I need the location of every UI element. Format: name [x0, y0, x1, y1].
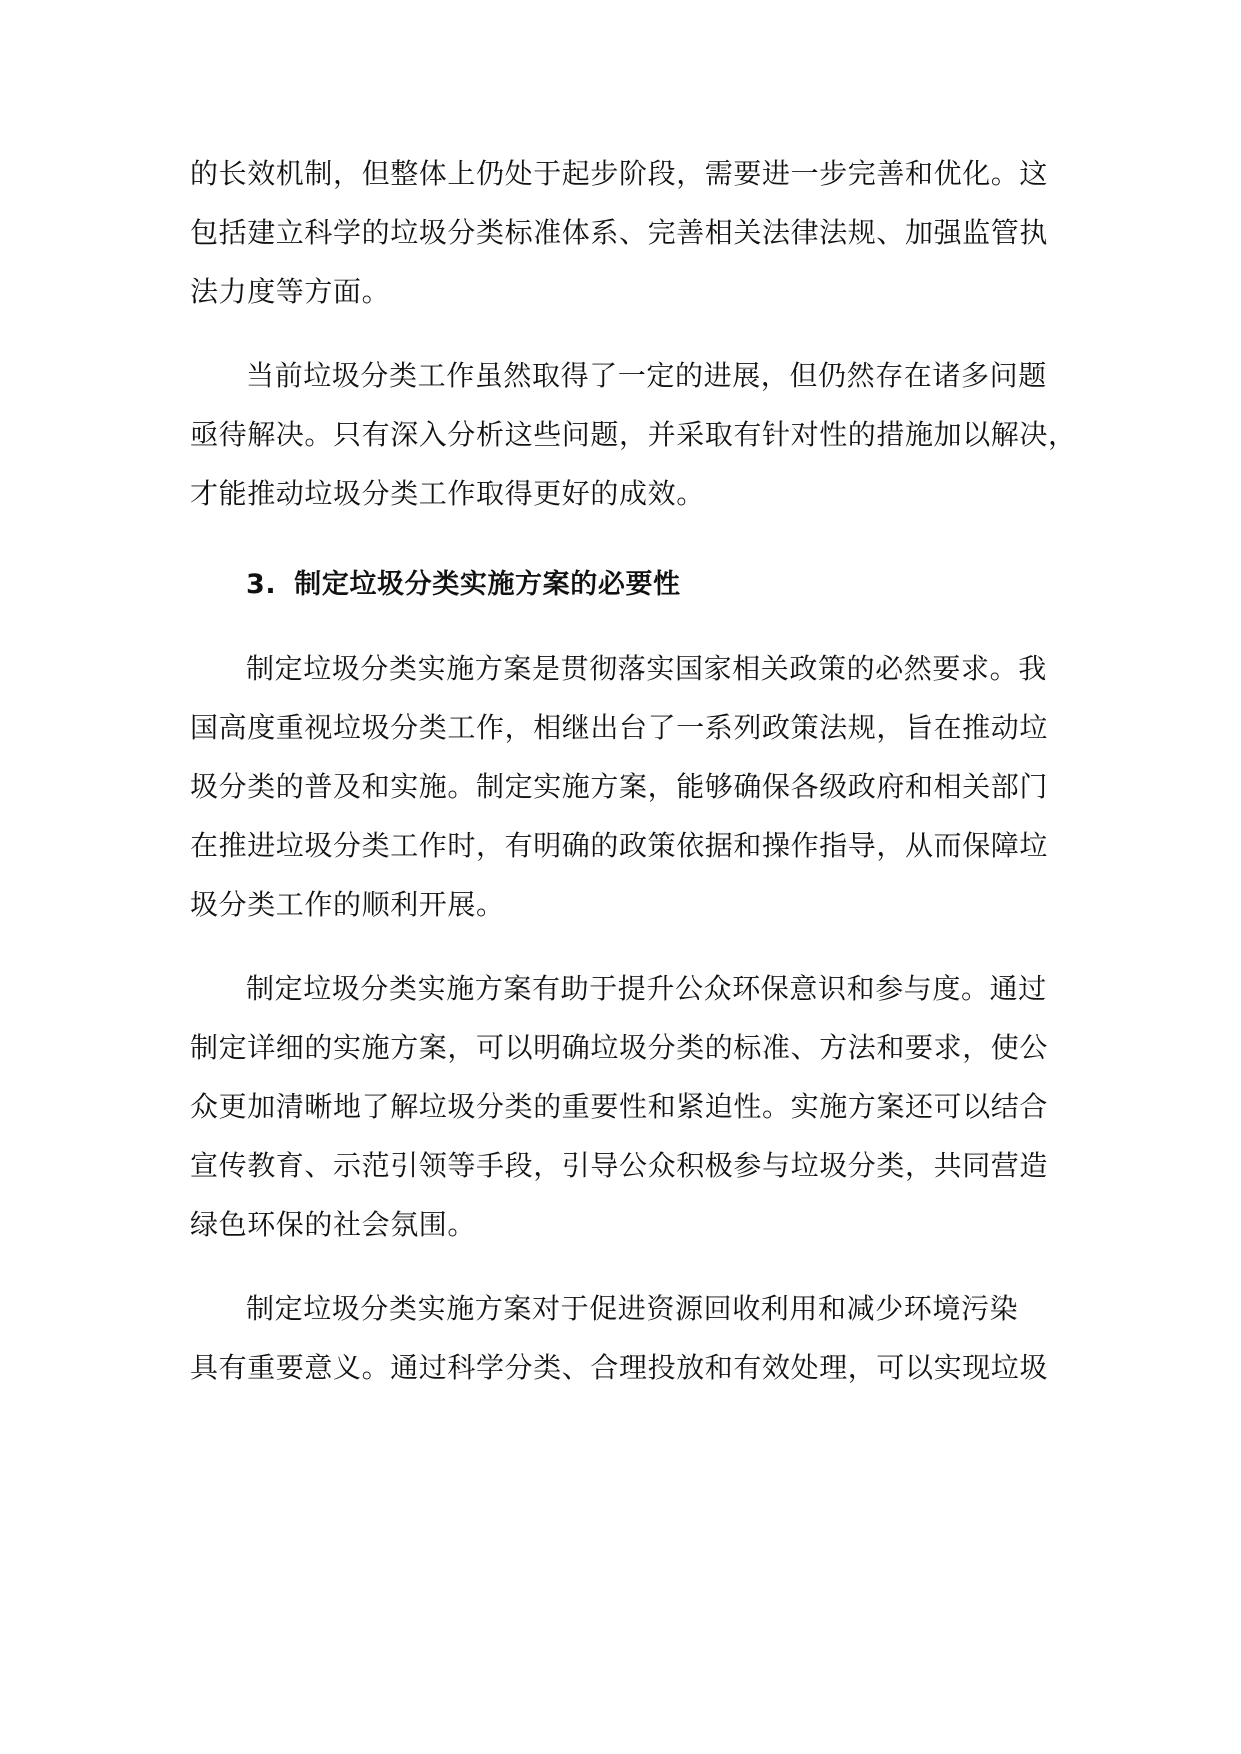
section-heading — [190, 555, 1050, 614]
text-line: 的长效机制，但整体上仍处于起步阶段，需要进一步完善和优化。这 — [190, 157, 1049, 190]
paragraph-4 — [190, 959, 1050, 1254]
text-line: 制定垃圾分类实施方案是贯彻落实国家相关政策的必然要求。我 — [246, 652, 1047, 685]
text-line: 制定详细的实施方案，可以明确垃圾分类的标准、方法和要求，使公 — [190, 1031, 1049, 1064]
paragraph-1 — [190, 144, 1050, 321]
text-line: 绿色环保的社会氛围。 — [190, 1208, 477, 1241]
text-line: 制定垃圾分类实施方案对于促进资源回收利用和减少环境污染 — [246, 1292, 1019, 1325]
text-line: 包括建立科学的垃圾分类标准体系、完善相关法律法规、加强监管执 — [190, 216, 1049, 249]
text-line: 亟待解决。只有深入分析这些问题，并采取有针对性的措施加以解决， — [190, 418, 1077, 451]
document-page — [190, 144, 1077, 1397]
text-line: 圾分类工作的顺利开展。 — [190, 888, 505, 921]
paragraph-2 — [190, 346, 1077, 523]
paragraph-3 — [190, 639, 1050, 934]
text-line: 国高度重视垃圾分类工作，相继出台了一系列政策法规，旨在推动垃 — [190, 711, 1049, 744]
text-line: 在推进垃圾分类工作时，有明确的政策依据和操作指导，从而保障垃 — [190, 829, 1049, 862]
text-line: 众更加清晰地了解垃圾分类的重要性和紧迫性。实施方案还可以结合 — [190, 1090, 1049, 1123]
section-number: 3. — [246, 569, 277, 600]
paragraph-5 — [190, 1279, 1050, 1397]
text-line: 具有重要意义。通过科学分类、合理投放和有效处理，可以实现垃圾 — [190, 1351, 1049, 1384]
text-line: 法力度等方面。 — [190, 275, 391, 308]
text-line: 圾分类的普及和实施。制定实施方案，能够确保各级政府和相关部门 — [190, 770, 1049, 803]
text-line: 制定垃圾分类实施方案有助于提升公众环保意识和参与度。通过 — [246, 972, 1047, 1005]
text-line: 当前垃圾分类工作虽然取得了一定的进展，但仍然存在诸多问题 — [246, 359, 1047, 392]
text-line: 宣传教育、示范引领等手段，引导公众积极参与垃圾分类，共同营造 — [190, 1149, 1049, 1182]
text-line: 才能推动垃圾分类工作取得更好的成效。 — [190, 477, 705, 510]
section-title: 制定垃圾分类实施方案的必要性 — [294, 569, 681, 600]
